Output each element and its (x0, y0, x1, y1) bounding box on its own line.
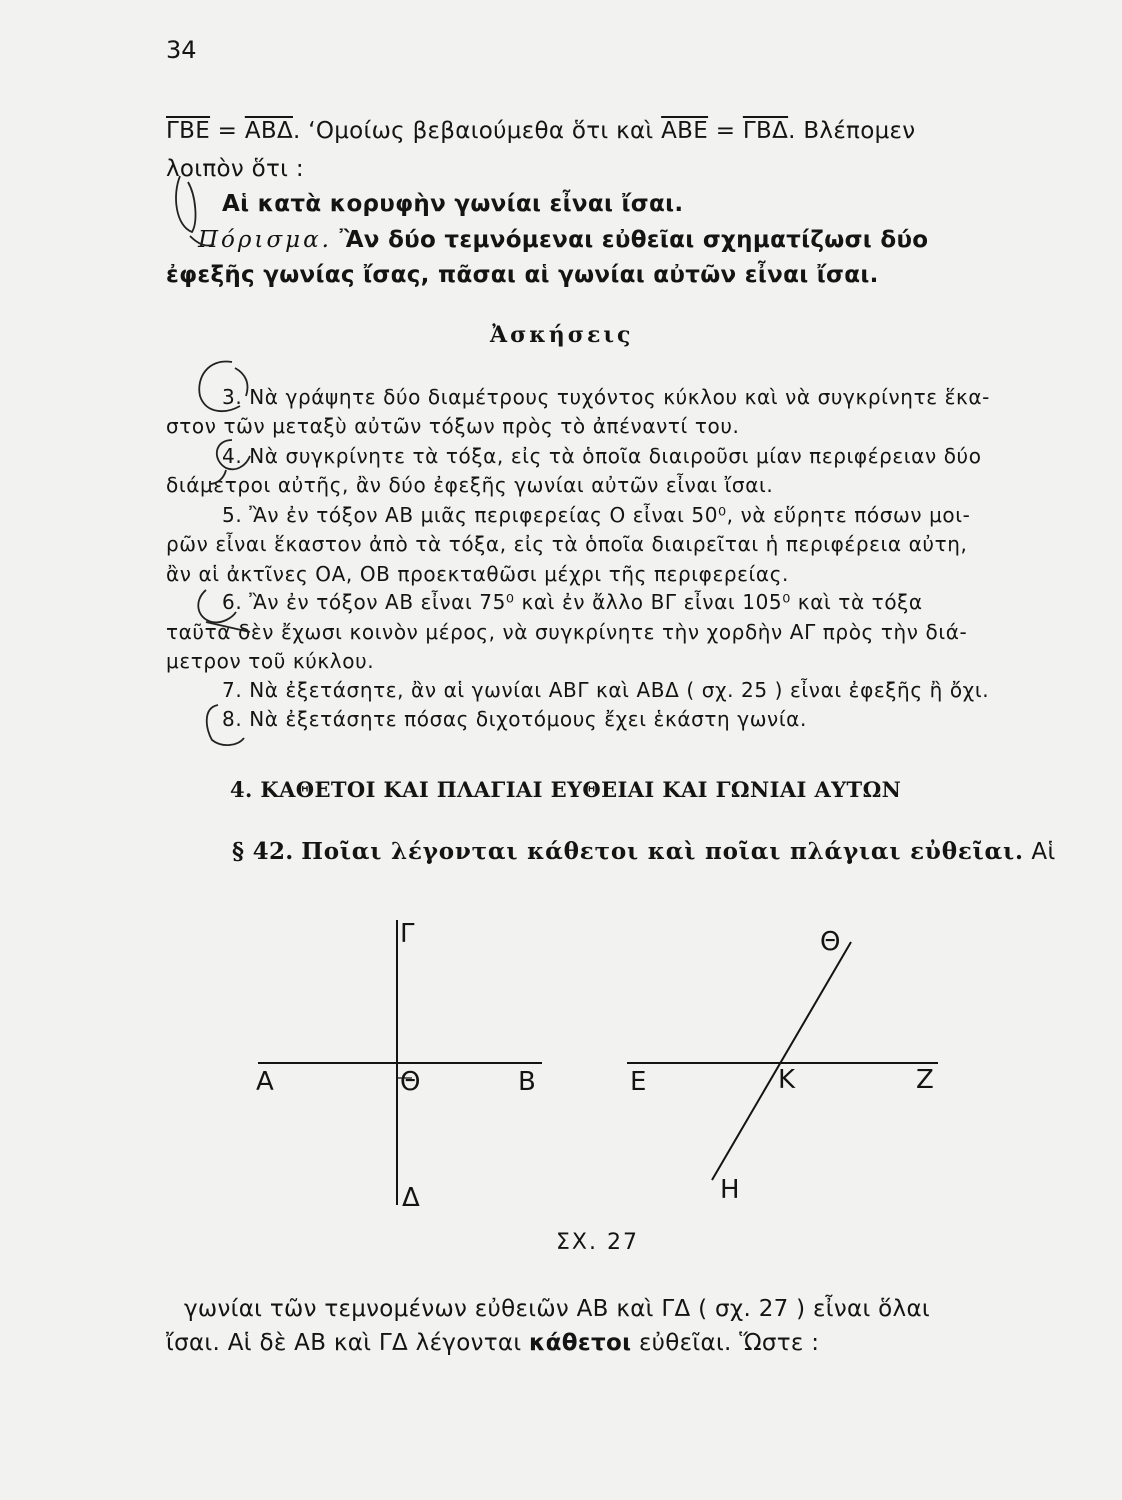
exercise-line: ταῦτα δὲν ἔχωσι κοινὸν μέρος, νὰ συγκρίνητε τὴν χορδὴν ΑΓ πρὸς τὴν διά- (166, 620, 968, 644)
exercise-line: 7. Νὰ ἐξετάσητε, ἂν αἱ γωνίαι ΑΒΓ καὶ ΑΒΔ ( σχ. 25 ) εἶναι ἐφεξῆς ἢ ὄχι. (222, 678, 990, 702)
intro-line-2: λοιπὸν ὅτι : (166, 156, 304, 182)
pencil-mark (209, 470, 226, 484)
exercise-line: 4. Νὰ συγκρίνητε τὰ τόξα, εἰς τὰ ὁποῖα διαιροῦσι μίαν περιφέρειαν δύο (222, 444, 982, 468)
label-gamma: Γ (400, 919, 415, 949)
exercise-line: 6. Ἂν ἐν τόξον ΑΒ εἶναι 75⁰ καὶ ἐν ἄλλο ΒΓ εἶναι 105⁰ καὶ τὰ τόξα (222, 590, 923, 614)
exercise-line: μετρον τοῦ κύκλου. (166, 649, 375, 673)
equals-sign: = (708, 118, 743, 144)
pencil-circle (198, 590, 236, 622)
label-eta: Η (720, 1175, 740, 1205)
section-heading: 4. ΚΑΘΕΤΟΙ ΚΑΙ ΠΛΑΓΙΑΙ ΕΥΘΕΙΑΙ ΚΑΙ ΓΩΝΙΑΙ ΑΥΤΩΝ (230, 777, 902, 802)
closing-line-2 (166, 1330, 819, 1356)
pencil-mark (190, 236, 214, 246)
exercise-line: 5. Ἂν ἐν τόξον ΑΒ μιᾶς περιφερείας Ο εἶναι 50⁰, νὰ εὕρητε πόσων μοι- (222, 503, 971, 527)
closing-emphasis: κάθετοι (529, 1330, 632, 1356)
exercise-line: διάμετροι αὐτῆς, ἂν δύο ἐφεξῆς γωνίαι αὐτῶν εἶναι ἴσαι. (166, 473, 774, 497)
intro-text-1: . ‘Ομοίως βεβαιούμεθα ὅτι καὶ (292, 118, 662, 144)
label-theta-right: Θ (820, 927, 841, 957)
angle-abd: $\overline{AB\Delta}$ (244, 118, 293, 144)
exercise-line: 8. Νὰ ἐξετάσητε πόσας διχοτόμους ἔχει ἑκάστη γωνία. (222, 707, 807, 731)
exercise-line: ρῶν εἶναι ἕκαστον ἀπὸ τὰ τόξα, εἰς τὰ ὁποῖα διαιρεῖται ἡ περιφέρεια αὐτη, (166, 532, 968, 556)
line-th-h (712, 942, 851, 1180)
exercises-title: Ἀσκήσεις (490, 322, 634, 348)
theorem-text: Αἱ κατὰ κορυφὴν γωνίαι εἶναι ἴσαι. (222, 191, 684, 217)
label-theta: Θ (400, 1067, 421, 1097)
page-number: 34 (166, 36, 197, 64)
paragraph-title: Ποῖαι λέγονται κάθετοι καὶ ποῖαι πλάγιαι εὐθεῖαι. (301, 838, 1024, 865)
label-alpha: Α (256, 1067, 274, 1097)
corollary-text-1: Ἂν δύο τεμνόμεναι εὐθεῖαι σχηματίζωσι δύο (339, 227, 929, 253)
pencil-strike (206, 622, 250, 632)
label-delta: Δ (402, 1183, 420, 1213)
equals-sign: = (210, 118, 245, 144)
paragraph-lead: Αἱ (1031, 839, 1056, 865)
closing-text-a: ἴσαι. Αἱ δὲ ΑΒ καὶ ΓΔ λέγονται (166, 1330, 530, 1356)
closing-text-c: εὐθεῖαι. Ὥστε : (631, 1330, 820, 1356)
pencil-circle (217, 440, 250, 469)
exercise-line: 3. Νὰ γράψητε δύο διαμέτρους τυχόντος κύκλου καὶ νὰ συγκρίνητε ἕκα- (222, 385, 990, 409)
handwritten-marks (176, 176, 250, 745)
corollary-label: Πόρισμα. (198, 227, 332, 253)
paragraph-number: § 42. (232, 838, 294, 865)
angle-gbd: $\overline{\Gamma B\Delta}$ (742, 118, 789, 144)
pencil-circle (199, 361, 240, 411)
pencil-circle (207, 705, 244, 745)
label-kappa: Κ (778, 1065, 796, 1095)
pencil-mark (235, 368, 248, 396)
intro-text-2: . Βλέπομεν (788, 118, 916, 144)
label-epsilon: Ε (630, 1067, 647, 1097)
exercise-line: στον τῶν μεταξὺ αὐτῶν τόξων πρὸς τὸ ἀπέναντί του. (166, 414, 740, 438)
figure-caption: ΣΧ. 27 (556, 1230, 639, 1255)
angle-abe: $\overline{ABE}$ (661, 118, 709, 144)
corollary-line-2: ἐφεξῆς γωνίας ἴσας, πᾶσαι αἱ γωνίαι αὐτῶν εἶναι ἴσαι. (166, 262, 879, 288)
pencil-mark (176, 176, 195, 232)
closing-line-1: γωνίαι τῶν τεμνομένων εὐθειῶν ΑΒ καὶ ΓΔ ( σχ. 27 ) εἶναι ὅλαι (184, 1296, 930, 1322)
label-beta: Β (518, 1067, 536, 1097)
angle-gbe: $\overline{\Gamma BE}$ (166, 118, 211, 144)
exercise-line: ἂν αἱ ἀκτῖνες ΟΑ, ΟΒ προεκταθῶσι μέχρι τῆς περιφερείας. (166, 562, 790, 586)
label-zeta: Ζ (916, 1065, 934, 1095)
